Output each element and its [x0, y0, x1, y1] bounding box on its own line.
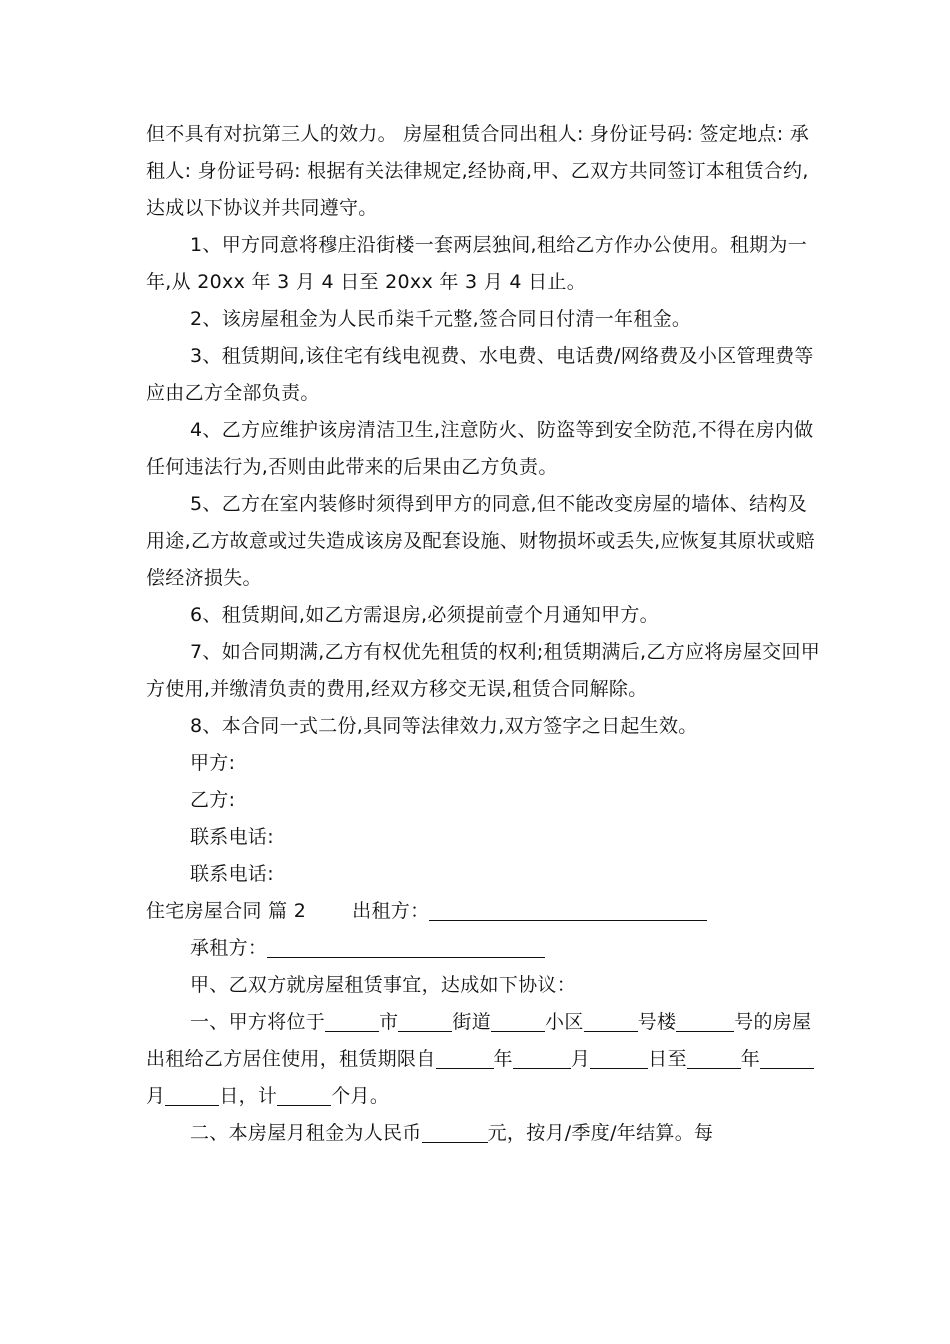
clause-2: 2、该房屋租金为人民币柒千元整,签合同日付清一年租金。 — [190, 308, 692, 330]
clause-2-text-rent: 二、本房屋月租金为人民币 — [190, 1122, 422, 1144]
clause-1-text-total: 日，计 — [219, 1085, 278, 1107]
clause-1-text-year: 年 — [493, 1048, 513, 1070]
clause-1-text-end-year: 年 — [740, 1048, 761, 1070]
blank-start-day — [590, 1046, 648, 1069]
blank-end-year — [687, 1046, 741, 1069]
clause-1: 1、甲方同意将穆庄沿街楼一套两层独间,租给乙方作办公使用。租期为一年,从 20xx 年 3 月 4 日至 20xx 年 3 月 4 日止。 — [146, 234, 808, 293]
clause-1-text-community: 小区 — [545, 1011, 584, 1033]
blank-start-month — [513, 1046, 571, 1069]
clause-4: 4、乙方应维护该房清洁卫生,注意防火、防盗等到安全防范,不得在房内做任何违法行为,否则由此带来的后果由乙方负责。 — [146, 419, 814, 478]
lessor-label: 出租方： — [352, 900, 430, 922]
intro-paragraph: 但不具有对抗第三人的效力。 房屋租赁合同出租人: 身份证号码: 签定地点: 承租人: 身份证号码: 根据有关法律规定,经协商,甲、乙双方共同签订本租赁合约,达成以下协议并共同遵守。 — [146, 123, 810, 219]
clause-2-text-settlement: 元，按月/季度/年结算。每 — [487, 1122, 714, 1144]
contract-body — [146, 116, 826, 1152]
agreement-intro: 甲、乙双方就房屋租赁事宜，达成如下协议： — [190, 974, 577, 996]
blank-end-month — [760, 1046, 814, 1069]
rental-clause-2 — [146, 1115, 826, 1152]
lessee-label: 承租方： — [190, 937, 268, 959]
clause-5: 5、乙方在室内装修时须得到甲方的同意,但不能改变房屋的墙体、结构及用途,乙方故意或过失造成该房及配套设施、财物损坏或丢失,应恢复其原状或赔偿经济损失。 — [146, 493, 815, 589]
phone-label-a: 联系电话: — [190, 826, 274, 848]
clause-1-text-location: 一、甲方将位于 — [190, 1011, 326, 1033]
lessee-line — [146, 930, 826, 967]
signature-party-a: 甲方: — [190, 752, 236, 774]
blank-street — [398, 1009, 452, 1032]
clause-1-text-months: 个月。 — [331, 1085, 390, 1107]
phone-label-b: 联系电话: — [190, 863, 274, 885]
signature-party-b: 乙方: — [190, 789, 236, 811]
clause-1-text-day-to: 日至 — [648, 1048, 687, 1070]
clause-8: 8、本合同一式二份,具同等法律效力,双方签字之日起生效。 — [190, 715, 698, 737]
blank-community — [491, 1009, 545, 1032]
rental-clause-1 — [146, 1004, 826, 1115]
blank-building — [584, 1009, 638, 1032]
clause-1-text-street: 街道 — [452, 1011, 492, 1033]
clause-7: 7、如合同期满,乙方有权优先租赁的权利;租赁期满后,乙方应将房屋交回甲方使用,并缴清负责的费用,经双方移交无误,租赁合同解除。 — [146, 641, 821, 700]
clause-1-text-lease-term: 号的房屋出租给乙方居住使用，租赁期限自 — [146, 1011, 812, 1070]
blank-start-year — [436, 1046, 494, 1069]
clause-1-text-month: 月 — [570, 1048, 591, 1070]
blank-rent-amount — [422, 1120, 488, 1143]
section-2-heading-line — [146, 893, 826, 930]
lessor-blank — [429, 898, 707, 921]
clause-1-text-city: 市 — [379, 1011, 399, 1033]
clause-1-text-end-month: 月 — [146, 1085, 166, 1107]
section-2-title: 住宅房屋合同 篇 2 — [146, 900, 307, 922]
lessee-blank — [267, 935, 545, 958]
blank-unit — [676, 1009, 734, 1032]
blank-end-day — [165, 1083, 219, 1106]
clause-6: 6、租赁期间,如乙方需退房,必须提前壹个月通知甲方。 — [190, 604, 659, 626]
blank-city — [325, 1009, 379, 1032]
blank-months — [277, 1083, 331, 1106]
clause-3: 3、租赁期间,该住宅有线电视费、水电费、电话费/网络费及小区管理费等应由乙方全部负责。 — [146, 345, 814, 404]
clause-1-text-building: 号楼 — [637, 1011, 677, 1033]
